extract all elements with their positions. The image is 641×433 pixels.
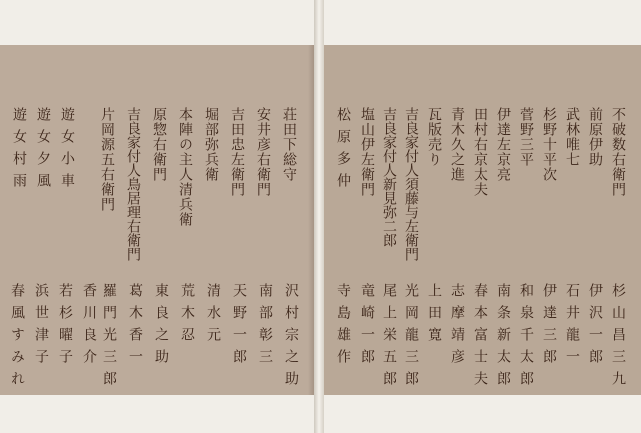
role-name: 松原多仲 bbox=[335, 107, 351, 195]
actor-name: 和泉千太郎 bbox=[518, 283, 534, 393]
role-name: 田村右京太夫 bbox=[472, 107, 488, 197]
actor-name: 上田寛 bbox=[426, 283, 442, 349]
actor-name: 荒木忍 bbox=[179, 283, 195, 349]
actor-name: 南条新太郎 bbox=[495, 283, 511, 393]
role-name: 安井彦右衛門 bbox=[255, 107, 271, 197]
role-name: 菅野三平 bbox=[518, 107, 534, 167]
actor-name: 若杉曜子 bbox=[57, 283, 73, 371]
actor-name: 香川良介 bbox=[81, 283, 97, 371]
actor-name: 杉山昌三九 bbox=[610, 283, 626, 393]
actor-name: 沢村宗之助 bbox=[283, 283, 299, 393]
right-page bbox=[324, 45, 641, 395]
role-name: 荘田下総守 bbox=[281, 107, 297, 182]
role-name: 吉良家付人鳥居理右衛門 bbox=[125, 107, 141, 261]
role-name: 遊女夕風 bbox=[35, 107, 51, 195]
actor-name: 志摩靖彦 bbox=[449, 283, 465, 371]
actor-name: 石井龍一 bbox=[564, 283, 580, 371]
role-name: 原惣右衛門 bbox=[151, 107, 167, 182]
actor-name: 天野一郎 bbox=[231, 283, 247, 371]
actor-name: 竜崎一郎 bbox=[359, 283, 375, 371]
role-name: 吉良家付人須藤与左衛門 bbox=[403, 107, 419, 261]
actor-name: 東良之助 bbox=[153, 283, 169, 371]
actor-name: 浜世津子 bbox=[33, 283, 49, 371]
actor-name: 春風すみれ bbox=[9, 283, 25, 393]
role-name: 吉田忠左衛門 bbox=[229, 107, 245, 197]
role-name: 吉良家付人新見弥二郎 bbox=[381, 107, 397, 247]
actor-name: 清水元 bbox=[205, 283, 221, 349]
booklet-gutter bbox=[314, 0, 324, 433]
role-name: 本陣の主人清兵衛 bbox=[177, 107, 193, 227]
actor-name: 伊沢一郎 bbox=[587, 283, 603, 371]
role-name: 杉野十平次 bbox=[541, 107, 557, 182]
role-name: 青木久之進 bbox=[449, 107, 465, 182]
role-name: 前原伊助 bbox=[587, 107, 603, 167]
role-name: 堀部弥兵衛 bbox=[203, 107, 219, 182]
role-name: 瓦版売り bbox=[426, 107, 442, 167]
actor-name: 尾上栄五郎 bbox=[381, 283, 397, 393]
role-name: 不破数右衛門 bbox=[610, 107, 626, 197]
actor-name: 光岡龍三郎 bbox=[403, 283, 419, 393]
actor-name: 南部彰三 bbox=[257, 283, 273, 371]
actor-name: 伊達三郎 bbox=[541, 283, 557, 371]
actor-name: 寺島雄作 bbox=[335, 283, 351, 371]
role-name: 伊達左京亮 bbox=[495, 107, 511, 182]
actor-name: 葛木香一 bbox=[127, 283, 143, 371]
role-name: 片岡源五右衛門 bbox=[99, 107, 115, 212]
actor-name: 春本富士夫 bbox=[472, 283, 488, 393]
actor-name: 羅門光三郎 bbox=[101, 283, 117, 393]
role-name: 遊女村雨 bbox=[11, 107, 27, 195]
role-name: 塩山伊左衛門 bbox=[359, 107, 375, 197]
role-name: 武林唯七 bbox=[564, 107, 580, 167]
role-name: 遊女小車 bbox=[59, 107, 75, 195]
left-page bbox=[0, 45, 314, 395]
